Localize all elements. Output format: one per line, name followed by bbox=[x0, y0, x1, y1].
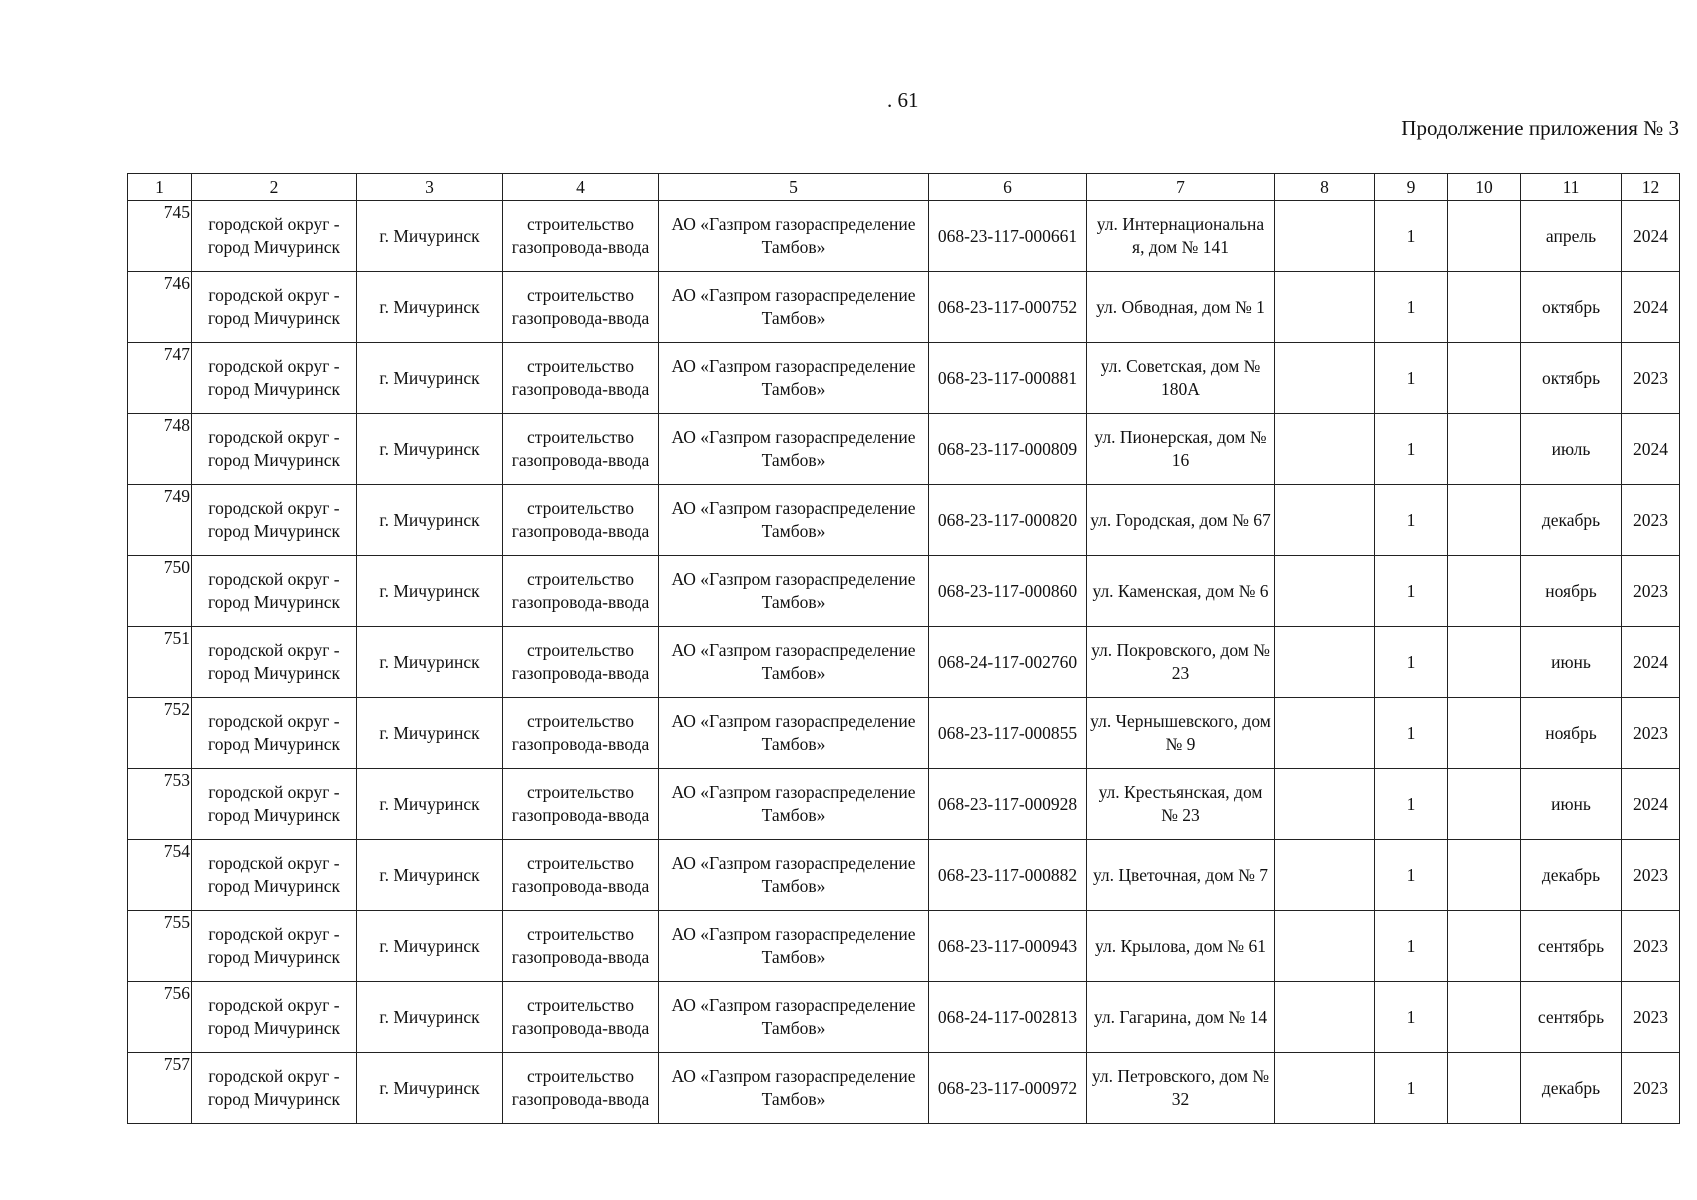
address-cell: ул. Цветочная, дом № 7 bbox=[1087, 840, 1275, 911]
district-cell: городской округ - город Мичуринск bbox=[192, 343, 357, 414]
district-cell: городской округ - город Мичуринск bbox=[192, 556, 357, 627]
row-number-cell: 746 bbox=[128, 272, 192, 343]
column-8-cell bbox=[1275, 911, 1375, 982]
organization-cell: АО «Газпром газораспределение Тамбов» bbox=[659, 840, 929, 911]
column-header: 4 bbox=[503, 174, 659, 201]
count-cell: 1 bbox=[1375, 627, 1448, 698]
organization-cell: АО «Газпром газораспределение Тамбов» bbox=[659, 769, 929, 840]
year-cell: 2023 bbox=[1622, 982, 1680, 1053]
count-cell: 1 bbox=[1375, 840, 1448, 911]
row-number-cell: 752 bbox=[128, 698, 192, 769]
month-cell: июль bbox=[1521, 414, 1622, 485]
row-number-cell: 749 bbox=[128, 485, 192, 556]
registry-code-cell: 068-23-117-000809 bbox=[929, 414, 1087, 485]
registry-code-cell: 068-23-117-000820 bbox=[929, 485, 1087, 556]
table-row bbox=[128, 485, 1680, 556]
year-cell: 2023 bbox=[1622, 698, 1680, 769]
locality-cell: г. Мичуринск bbox=[357, 485, 503, 556]
address-cell: ул. Советская, дом № 180А bbox=[1087, 343, 1275, 414]
row-number-cell: 748 bbox=[128, 414, 192, 485]
address-cell: ул. Крылова, дом № 61 bbox=[1087, 911, 1275, 982]
count-cell: 1 bbox=[1375, 201, 1448, 272]
organization-cell: АО «Газпром газораспределение Тамбов» bbox=[659, 698, 929, 769]
locality-cell: г. Мичуринск bbox=[357, 1053, 503, 1124]
work-type-cell: строительство газопровода-ввода bbox=[503, 840, 659, 911]
table-row bbox=[128, 272, 1680, 343]
address-cell: ул. Каменская, дом № 6 bbox=[1087, 556, 1275, 627]
locality-cell: г. Мичуринск bbox=[357, 698, 503, 769]
count-cell: 1 bbox=[1375, 556, 1448, 627]
month-cell: декабрь bbox=[1521, 1053, 1622, 1124]
registry-code-cell: 068-23-117-000661 bbox=[929, 201, 1087, 272]
address-cell: ул. Петровского, дом № 32 bbox=[1087, 1053, 1275, 1124]
column-8-cell bbox=[1275, 982, 1375, 1053]
month-cell: июнь bbox=[1521, 627, 1622, 698]
table-row bbox=[128, 982, 1680, 1053]
row-number-cell: 755 bbox=[128, 911, 192, 982]
year-cell: 2024 bbox=[1622, 414, 1680, 485]
table-row bbox=[128, 556, 1680, 627]
column-header: 1 bbox=[128, 174, 192, 201]
column-8-cell bbox=[1275, 414, 1375, 485]
count-cell: 1 bbox=[1375, 982, 1448, 1053]
organization-cell: АО «Газпром газораспределение Тамбов» bbox=[659, 272, 929, 343]
month-cell: сентябрь bbox=[1521, 982, 1622, 1053]
table-row bbox=[128, 911, 1680, 982]
count-cell: 1 bbox=[1375, 698, 1448, 769]
column-header: 2 bbox=[192, 174, 357, 201]
district-cell: городской округ - город Мичуринск bbox=[192, 982, 357, 1053]
address-cell: ул. Гагарина, дом № 14 bbox=[1087, 982, 1275, 1053]
column-10-cell bbox=[1448, 272, 1521, 343]
address-cell: ул. Крестьянская, дом № 23 bbox=[1087, 769, 1275, 840]
locality-cell: г. Мичуринск bbox=[357, 201, 503, 272]
count-cell: 1 bbox=[1375, 1053, 1448, 1124]
year-cell: 2024 bbox=[1622, 272, 1680, 343]
row-number-cell: 751 bbox=[128, 627, 192, 698]
registry-code-cell: 068-23-117-000752 bbox=[929, 272, 1087, 343]
work-type-cell: строительство газопровода-ввода bbox=[503, 911, 659, 982]
row-number-cell: 753 bbox=[128, 769, 192, 840]
district-cell: городской округ - город Мичуринск bbox=[192, 272, 357, 343]
address-cell: ул. Обводная, дом № 1 bbox=[1087, 272, 1275, 343]
count-cell: 1 bbox=[1375, 769, 1448, 840]
column-10-cell bbox=[1448, 414, 1521, 485]
address-cell: ул. Городская, дом № 67 bbox=[1087, 485, 1275, 556]
locality-cell: г. Мичуринск bbox=[357, 840, 503, 911]
district-cell: городской округ - город Мичуринск bbox=[192, 911, 357, 982]
column-10-cell bbox=[1448, 556, 1521, 627]
registry-code-cell: 068-23-117-000928 bbox=[929, 769, 1087, 840]
organization-cell: АО «Газпром газораспределение Тамбов» bbox=[659, 556, 929, 627]
column-8-cell bbox=[1275, 272, 1375, 343]
column-8-cell bbox=[1275, 627, 1375, 698]
year-cell: 2023 bbox=[1622, 1053, 1680, 1124]
registry-code-cell: 068-23-117-000972 bbox=[929, 1053, 1087, 1124]
work-type-cell: строительство газопровода-ввода bbox=[503, 769, 659, 840]
count-cell: 1 bbox=[1375, 343, 1448, 414]
column-10-cell bbox=[1448, 1053, 1521, 1124]
work-type-cell: строительство газопровода-ввода bbox=[503, 1053, 659, 1124]
row-number-cell: 745 bbox=[128, 201, 192, 272]
column-8-cell bbox=[1275, 343, 1375, 414]
column-10-cell bbox=[1448, 627, 1521, 698]
month-cell: июнь bbox=[1521, 769, 1622, 840]
table-row bbox=[128, 840, 1680, 911]
column-8-cell bbox=[1275, 1053, 1375, 1124]
district-cell: городской округ - город Мичуринск bbox=[192, 840, 357, 911]
column-header: 3 bbox=[357, 174, 503, 201]
column-10-cell bbox=[1448, 982, 1521, 1053]
month-cell: апрель bbox=[1521, 201, 1622, 272]
work-type-cell: строительство газопровода-ввода bbox=[503, 556, 659, 627]
locality-cell: г. Мичуринск bbox=[357, 982, 503, 1053]
locality-cell: г. Мичуринск bbox=[357, 272, 503, 343]
district-cell: городской округ - город Мичуринск bbox=[192, 627, 357, 698]
district-cell: городской округ - город Мичуринск bbox=[192, 414, 357, 485]
work-type-cell: строительство газопровода-ввода bbox=[503, 698, 659, 769]
registry-code-cell: 068-23-117-000855 bbox=[929, 698, 1087, 769]
table-row bbox=[128, 627, 1680, 698]
year-cell: 2023 bbox=[1622, 840, 1680, 911]
column-header: 7 bbox=[1087, 174, 1275, 201]
locality-cell: г. Мичуринск bbox=[357, 343, 503, 414]
column-10-cell bbox=[1448, 911, 1521, 982]
year-cell: 2023 bbox=[1622, 911, 1680, 982]
year-cell: 2023 bbox=[1622, 343, 1680, 414]
count-cell: 1 bbox=[1375, 911, 1448, 982]
column-header: 8 bbox=[1275, 174, 1375, 201]
appendix-title: Продолжение приложения № 3 bbox=[1401, 116, 1679, 140]
column-header: 9 bbox=[1375, 174, 1448, 201]
address-cell: ул. Покровского, дом № 23 bbox=[1087, 627, 1275, 698]
column-8-cell bbox=[1275, 840, 1375, 911]
row-number-cell: 747 bbox=[128, 343, 192, 414]
locality-cell: г. Мичуринск bbox=[357, 627, 503, 698]
month-cell: декабрь bbox=[1521, 840, 1622, 911]
address-cell: ул. Чернышевского, дом № 9 bbox=[1087, 698, 1275, 769]
table-row bbox=[128, 343, 1680, 414]
district-cell: городской округ - город Мичуринск bbox=[192, 485, 357, 556]
work-type-cell: строительство газопровода-ввода bbox=[503, 272, 659, 343]
organization-cell: АО «Газпром газораспределение Тамбов» bbox=[659, 1053, 929, 1124]
locality-cell: г. Мичуринск bbox=[357, 414, 503, 485]
column-10-cell bbox=[1448, 840, 1521, 911]
organization-cell: АО «Газпром газораспределение Тамбов» bbox=[659, 982, 929, 1053]
column-header: 5 bbox=[659, 174, 929, 201]
month-cell: ноябрь bbox=[1521, 556, 1622, 627]
organization-cell: АО «Газпром газораспределение Тамбов» bbox=[659, 201, 929, 272]
column-header: 6 bbox=[929, 174, 1087, 201]
organization-cell: АО «Газпром газораспределение Тамбов» bbox=[659, 911, 929, 982]
locality-cell: г. Мичуринск bbox=[357, 911, 503, 982]
organization-cell: АО «Газпром газораспределение Тамбов» bbox=[659, 627, 929, 698]
column-8-cell bbox=[1275, 698, 1375, 769]
registry-code-cell: 068-23-117-000860 bbox=[929, 556, 1087, 627]
work-type-cell: строительство газопровода-ввода bbox=[503, 343, 659, 414]
locality-cell: г. Мичуринск bbox=[357, 769, 503, 840]
district-cell: городской округ - город Мичуринск bbox=[192, 1053, 357, 1124]
table-body bbox=[128, 201, 1680, 1124]
column-10-cell bbox=[1448, 769, 1521, 840]
row-number-cell: 750 bbox=[128, 556, 192, 627]
registry-code-cell: 068-23-117-000943 bbox=[929, 911, 1087, 982]
district-cell: городской округ - город Мичуринск bbox=[192, 201, 357, 272]
work-type-cell: строительство газопровода-ввода bbox=[503, 201, 659, 272]
registry-code-cell: 068-23-117-000881 bbox=[929, 343, 1087, 414]
column-10-cell bbox=[1448, 343, 1521, 414]
table-row bbox=[128, 1053, 1680, 1124]
year-cell: 2024 bbox=[1622, 627, 1680, 698]
column-8-cell bbox=[1275, 485, 1375, 556]
column-8-cell bbox=[1275, 556, 1375, 627]
column-8-cell bbox=[1275, 769, 1375, 840]
column-10-cell bbox=[1448, 201, 1521, 272]
table-row bbox=[128, 769, 1680, 840]
organization-cell: АО «Газпром газораспределение Тамбов» bbox=[659, 343, 929, 414]
year-cell: 2024 bbox=[1622, 769, 1680, 840]
header-row bbox=[128, 174, 1680, 201]
registry-code-cell: 068-24-117-002760 bbox=[929, 627, 1087, 698]
month-cell: декабрь bbox=[1521, 485, 1622, 556]
column-8-cell bbox=[1275, 201, 1375, 272]
work-type-cell: строительство газопровода-ввода bbox=[503, 627, 659, 698]
locality-cell: г. Мичуринск bbox=[357, 556, 503, 627]
column-header: 10 bbox=[1448, 174, 1521, 201]
organization-cell: АО «Газпром газораспределение Тамбов» bbox=[659, 414, 929, 485]
column-header: 11 bbox=[1521, 174, 1622, 201]
month-cell: октябрь bbox=[1521, 343, 1622, 414]
registry-code-cell: 068-24-117-002813 bbox=[929, 982, 1087, 1053]
table-row bbox=[128, 201, 1680, 272]
address-cell: ул. Пионерская, дом № 16 bbox=[1087, 414, 1275, 485]
year-cell: 2024 bbox=[1622, 201, 1680, 272]
organization-cell: АО «Газпром газораспределение Тамбов» bbox=[659, 485, 929, 556]
table-row bbox=[128, 698, 1680, 769]
page-number: . 61 bbox=[887, 88, 919, 112]
column-10-cell bbox=[1448, 698, 1521, 769]
count-cell: 1 bbox=[1375, 272, 1448, 343]
month-cell: ноябрь bbox=[1521, 698, 1622, 769]
work-type-cell: строительство газопровода-ввода bbox=[503, 485, 659, 556]
registry-code-cell: 068-23-117-000882 bbox=[929, 840, 1087, 911]
column-header: 12 bbox=[1622, 174, 1680, 201]
row-number-cell: 757 bbox=[128, 1053, 192, 1124]
month-cell: октябрь bbox=[1521, 272, 1622, 343]
year-cell: 2023 bbox=[1622, 485, 1680, 556]
district-cell: городской округ - город Мичуринск bbox=[192, 769, 357, 840]
district-cell: городской округ - город Мичуринск bbox=[192, 698, 357, 769]
month-cell: сентябрь bbox=[1521, 911, 1622, 982]
count-cell: 1 bbox=[1375, 414, 1448, 485]
row-number-cell: 756 bbox=[128, 982, 192, 1053]
column-10-cell bbox=[1448, 485, 1521, 556]
year-cell: 2023 bbox=[1622, 556, 1680, 627]
work-type-cell: строительство газопровода-ввода bbox=[503, 414, 659, 485]
registry-table bbox=[127, 173, 1680, 1124]
table-row bbox=[128, 414, 1680, 485]
row-number-cell: 754 bbox=[128, 840, 192, 911]
count-cell: 1 bbox=[1375, 485, 1448, 556]
address-cell: ул. Интернациональна я, дом № 141 bbox=[1087, 201, 1275, 272]
work-type-cell: строительство газопровода-ввода bbox=[503, 982, 659, 1053]
